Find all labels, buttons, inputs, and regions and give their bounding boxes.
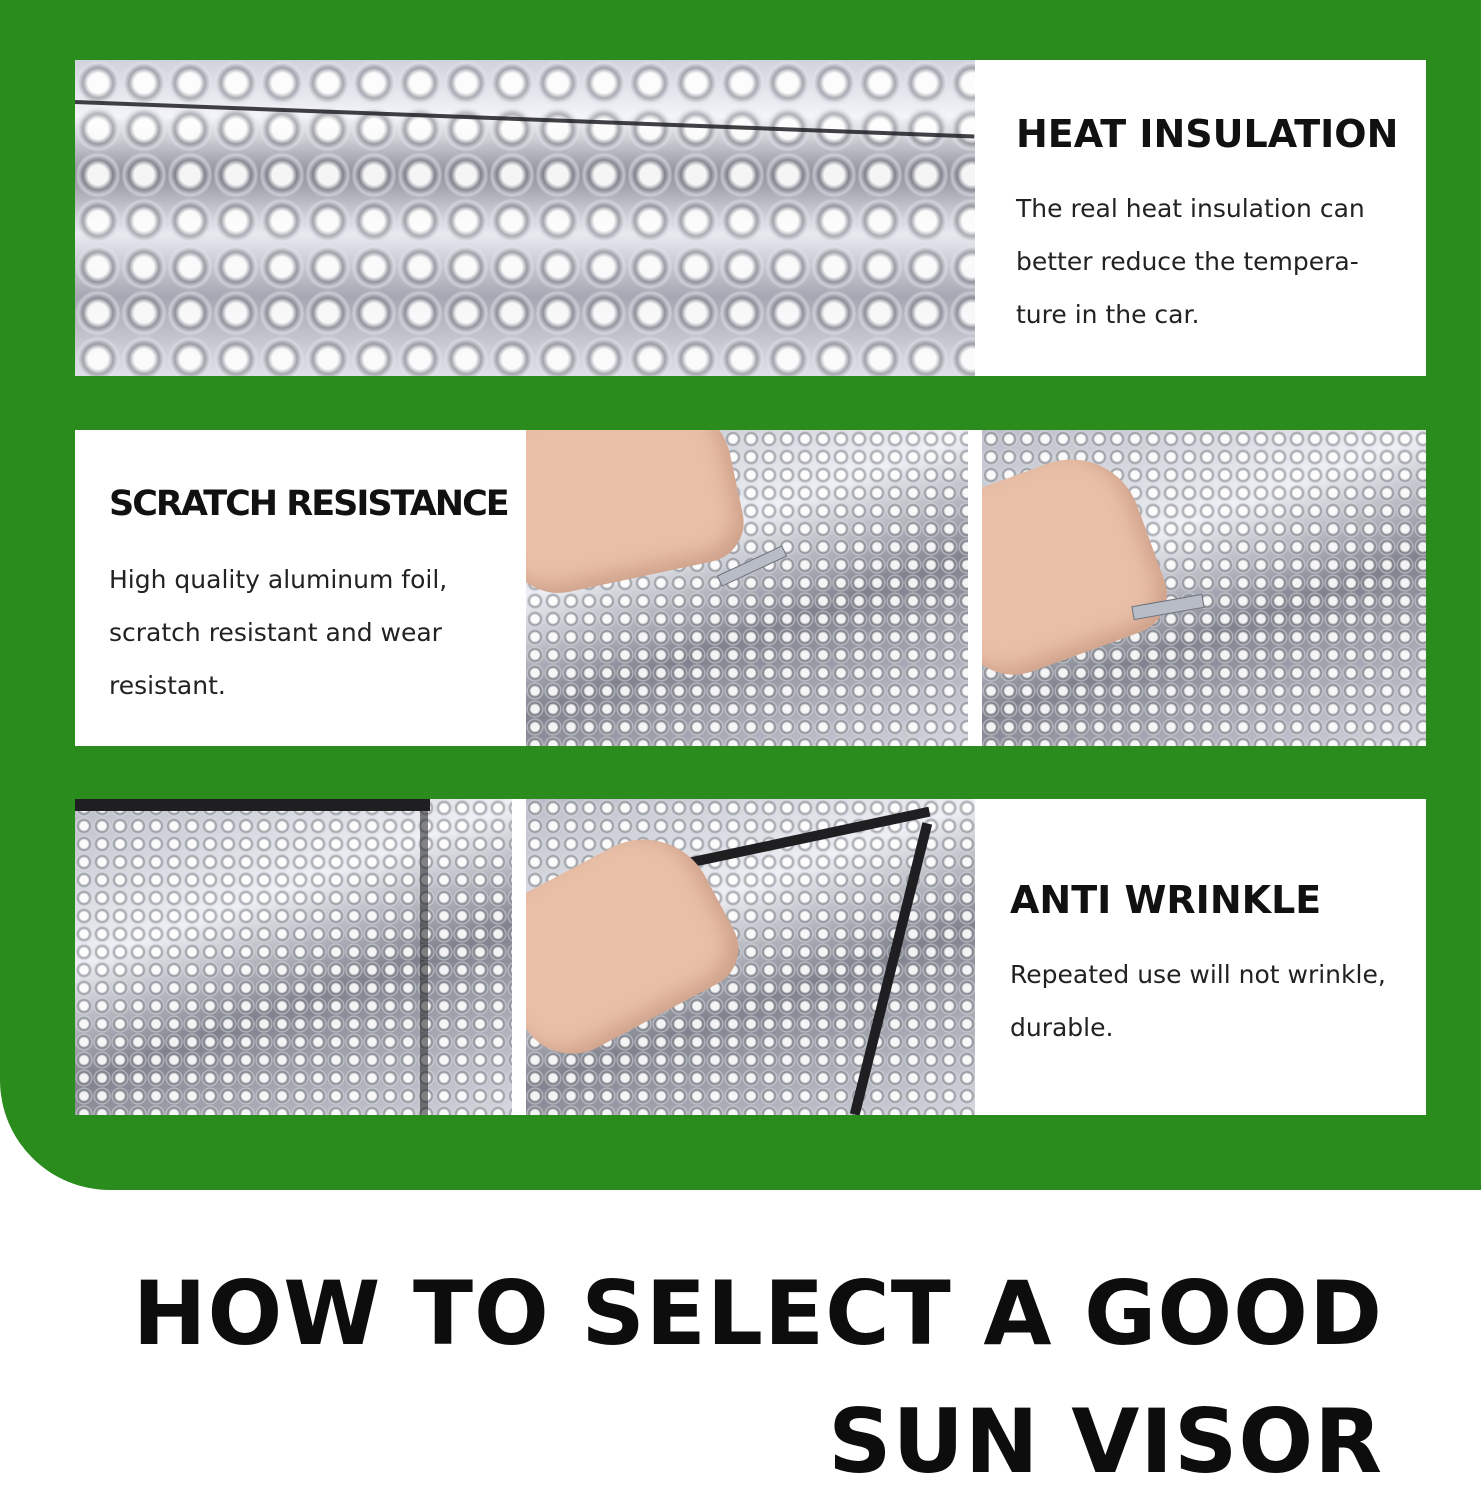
description-line: ture in the car.	[1016, 300, 1200, 329]
feature-description	[109, 553, 447, 712]
visor-edge	[850, 822, 932, 1115]
feature-description	[1016, 182, 1365, 341]
feature-description	[1010, 948, 1386, 1054]
description-line: resistant.	[109, 671, 226, 700]
feature-panel-heat-insulation	[75, 60, 1426, 376]
hand-image	[982, 440, 1178, 690]
foil-photo	[75, 60, 975, 376]
feature-heading: ANTI WRINKLE	[1010, 878, 1322, 922]
scratch-test-photo	[526, 430, 968, 746]
folding-visor-photo	[526, 799, 975, 1115]
visor-edge	[420, 799, 428, 1115]
page-title-line-1: HOW TO SELECT A GOOD	[132, 1262, 1383, 1365]
feature-heading: SCRATCH RESISTANCE	[109, 484, 508, 524]
scratch-test-photo	[982, 430, 1426, 746]
feature-heading: HEAT INSULATION	[1016, 112, 1399, 156]
description-line: better reduce the tempera-	[1016, 247, 1359, 276]
page-title-line-2: SUN VISOR	[828, 1390, 1383, 1493]
visor-edge	[75, 799, 430, 811]
description-line: High quality aluminum foil,	[109, 565, 448, 594]
description-line: Repeated use will not wrinkle,	[1010, 960, 1386, 989]
description-line: scratch resistant and wear	[109, 618, 442, 647]
visor-photo	[75, 799, 512, 1115]
feature-panel-anti-wrinkle	[75, 799, 1426, 1115]
feature-panel-scratch-resistance	[75, 430, 1426, 746]
foil-seam	[75, 100, 974, 139]
description-line: The real heat insulation can	[1016, 194, 1365, 223]
description-line: durable.	[1010, 1013, 1114, 1042]
